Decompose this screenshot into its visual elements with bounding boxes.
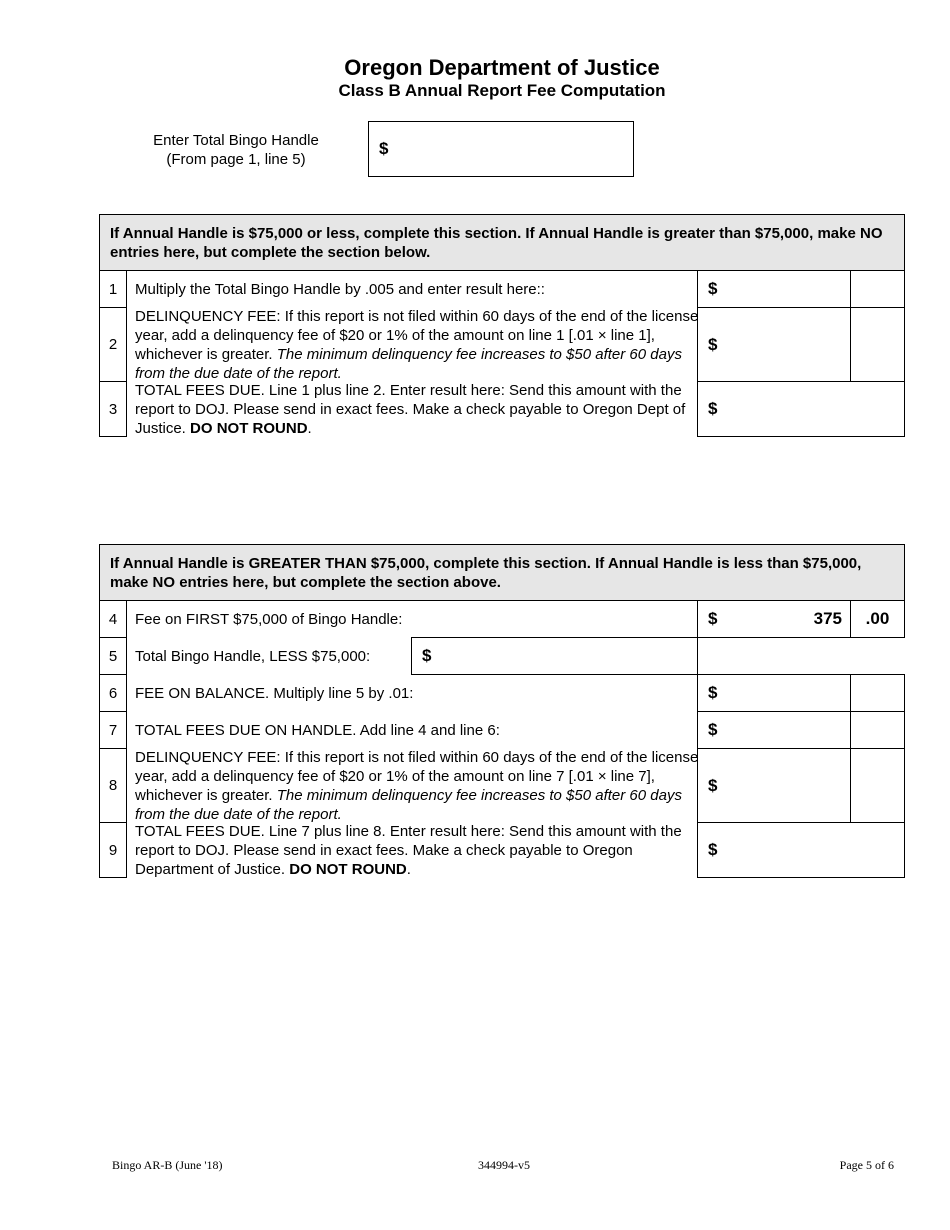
line2-cents-field[interactable] (850, 307, 905, 382)
currency-symbol: $ (708, 609, 718, 628)
page-subtitle: Class B Annual Report Fee Computation (338, 81, 666, 100)
line7-description: TOTAL FEES DUE ON HANDLE. Add line 4 and line 6: (135, 721, 500, 739)
line1-amount-field[interactable] (697, 270, 851, 308)
line6-description: FEE ON BALANCE. Multiply line 5 by .01: (135, 684, 414, 702)
handle-label-line2: (From page 1, line 5) (166, 151, 306, 168)
footer-doc-id: 344994-v5 (478, 1158, 530, 1172)
line-number: 5 (99, 637, 127, 675)
currency-symbol: $ (708, 279, 718, 298)
page-title: Oregon Department of Justice (344, 55, 660, 80)
line-number: 8 (99, 748, 127, 823)
line1-description: Multiply the Total Bingo Handle by .005 and enter result here:: (135, 280, 545, 298)
footer-form-id: Bingo AR-B (June '18) (112, 1158, 223, 1172)
currency-symbol: $ (708, 334, 718, 354)
line8-cents-field[interactable] (850, 748, 905, 823)
line9-amount-field[interactable] (697, 822, 905, 878)
currency-symbol: $ (379, 139, 389, 158)
line5-amount-field[interactable] (411, 637, 698, 675)
currency-symbol: $ (708, 840, 718, 859)
section1-heading: If Annual Handle is $75,000 or less, complete this section. If Annual Handle is greater than $75,000, make NO entries here, but complete the section below. (99, 214, 905, 271)
currency-symbol: $ (708, 720, 718, 739)
footer-page-number: Page 5 of 6 (839, 1158, 894, 1172)
handle-label (120, 131, 352, 169)
line-number: 7 (99, 711, 127, 749)
line8-description: DELINQUENCY FEE: If this report is not filed within 60 days of the end of the license year, add a delinquency fee of $20 or 1% of the amount on line 7 [.01 × line 7], whichever is greater. The minimum delinquency fee increases to $50 after 60 days from the due date of the report. (135, 748, 699, 823)
line4-cents-field[interactable]: .00 (850, 600, 905, 638)
section2-heading: If Annual Handle is GREATER THAN $75,000, complete this section. If Annual Handle is less than $75,000, make NO entries here, but complete the section above. (99, 544, 905, 601)
total-bingo-handle-field[interactable] (368, 121, 634, 177)
line6-cents-field[interactable] (850, 674, 905, 712)
currency-symbol: $ (708, 683, 718, 702)
currency-symbol: $ (708, 775, 718, 795)
line-number: 2 (99, 307, 127, 382)
line4-description: Fee on FIRST $75,000 of Bingo Handle: (135, 610, 403, 628)
handle-label-line1: Enter Total Bingo Handle (153, 132, 319, 149)
line-number: 1 (99, 270, 127, 308)
line7-cents-field[interactable] (850, 711, 905, 749)
line-number: 9 (99, 822, 127, 878)
line8-amount-field[interactable] (697, 748, 851, 823)
line1-cents-field[interactable] (850, 270, 905, 308)
line5-description: Total Bingo Handle, LESS $75,000: (135, 647, 371, 665)
line2-amount-field[interactable] (697, 307, 851, 382)
line4-amount-field[interactable] (697, 600, 851, 638)
line2-description: DELINQUENCY FEE: If this report is not filed within 60 days of the end of the license year, add a delinquency fee of $20 or 1% of the amount on line 1 [.01 × line 1], whichever is greater. The minimum delinquency fee increases to $50 after 60 days from the due date of the report. (135, 307, 699, 382)
currency-symbol: $ (422, 646, 432, 665)
currency-symbol: $ (708, 399, 718, 418)
line-number: 4 (99, 600, 127, 638)
line-number: 6 (99, 674, 127, 712)
line7-amount-field[interactable] (697, 711, 851, 749)
line4-amount-value: 375 (813, 609, 842, 628)
line-number: 3 (99, 381, 127, 437)
line9-description: TOTAL FEES DUE. Line 7 plus line 8. Enter result here: Send this amount with the report to DOJ. Please send in exact fees. Make a check payable to Oregon Department of Justice. DO NOT ROUND. (135, 822, 682, 878)
line3-amount-field[interactable] (697, 381, 905, 437)
line6-amount-field[interactable] (697, 674, 851, 712)
line3-description: TOTAL FEES DUE. Line 1 plus line 2. Enter result here: Send this amount with the report to DOJ. Please send in exact fees. Make a check payable to Oregon Dept of Justice. DO NOT ROUND. (135, 381, 686, 437)
